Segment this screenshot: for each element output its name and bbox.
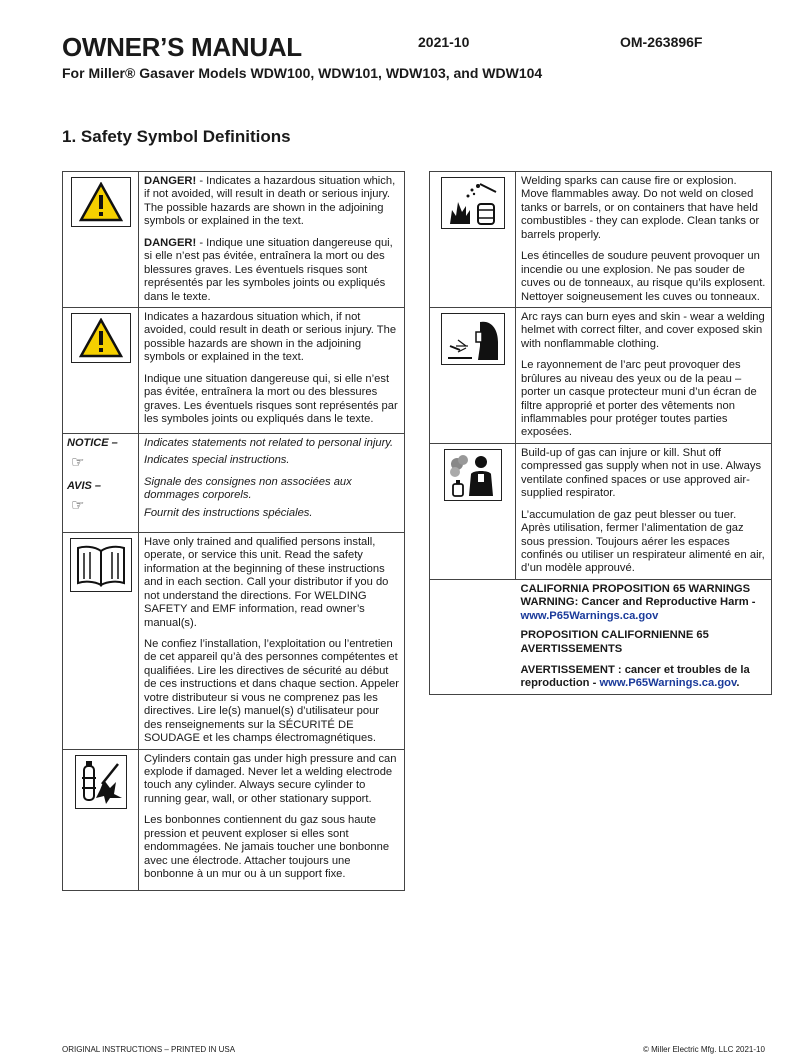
hazard-text: Indicates a hazardous situation which, if not avoided, could result in death or serious injury. The possible hazards are shown in the adjoining symbols or explained in the text.	[144, 310, 397, 364]
gas-buildup-icon	[444, 449, 502, 501]
prop65-heading-fr: PROPOSITION CALIFORNIENNE 65 AVERTISSEMENTS	[520, 629, 709, 655]
footer-copyright: © Miller Electric Mfg. LLC 2021-10	[643, 1045, 765, 1054]
hazard-warning-icon	[71, 313, 131, 363]
section-title: 1. Safety Symbol Definitions	[62, 127, 291, 146]
special-instructions-text: Indicates special instructions.	[144, 454, 290, 467]
text-cell	[516, 172, 772, 308]
table-row	[430, 307, 772, 443]
p65-warnings-link[interactable]: www.P65Warnings.ca.gov	[520, 609, 659, 622]
safety-symbols-table-left	[62, 171, 405, 891]
manual-subtitle: For Miller® Gasaver Models WDW100, WDW101, WDW103, and WDW104	[62, 65, 543, 81]
notice-text-fr: Signale des consignes non associées aux dommages corporels.	[144, 475, 352, 502]
hazard-text-fr: Indique une situation dangereuse qui, si elle n’est pas évitée, entraînera la mort ou des blessures graves. Les éventuels risques sont représentés par les symboles joints ou expliqués dans le texte.	[144, 372, 398, 425]
danger-text-fr: - Indique une situation dangereuse qui, si elle n’est pas évitée, entraînera la mort ou des blessures graves. Les éventuels risques sont représentés par les symboles joints ou expliqués dans le texte.	[144, 236, 393, 303]
table-row	[430, 172, 772, 308]
empty-icon-cell	[430, 579, 516, 694]
table-row	[430, 443, 772, 579]
icon-cell	[430, 172, 516, 308]
sparks-text-fr: Les étincelles de soudure peuvent provoquer un incendie ou une explosion. Ne pas souder de cuves ou de tonneaux, au risque qu’ils explosent. Nettoyer soigneusement les cuves ou tonneaux.	[521, 250, 766, 303]
table-row	[63, 749, 405, 890]
notice-label-cell	[63, 433, 139, 532]
welding-sparks-fire-icon	[441, 177, 505, 229]
notice-label: NOTICE –	[67, 436, 118, 449]
p65-warnings-link-fr[interactable]: www.P65Warnings.ca.gov	[599, 677, 737, 690]
safety-symbols-table-right	[429, 171, 772, 695]
text-cell	[139, 433, 405, 532]
table-row	[63, 307, 405, 433]
icon-cell	[430, 307, 516, 443]
text-cell	[516, 579, 772, 694]
special-instructions-text-fr: Fournit des instructions spéciales.	[144, 506, 313, 519]
gas-text: Build-up of gas can injure or kill. Shut off compressed gas supply when not in use. Always ventilate confined spaces or use approved air-supplied respirator.	[521, 446, 762, 500]
table-row	[63, 532, 405, 749]
text-cell	[516, 307, 772, 443]
notice-text: Indicates statements not related to personal injury.	[144, 436, 394, 449]
avis-label: AVIS –	[67, 480, 102, 493]
text-cell	[516, 443, 772, 579]
prop65-warning-fr: AVERTISSEMENT : cancer et troubles de la reproduction -	[520, 664, 750, 690]
manual-text-fr: Ne confiez l’installation, l’exploitation ou l’entretien de cet appareil qu’à des personnes compétentes et qualifiées. Lire les directives de sécurité au début de ces instructions et dans chaque section. Appeler votre distributeur si vous ne comprenez pas les directives. Lire le(s) manuel(s) d’utilisateur pour des renseignements sur la SÉCURITÉ DE SOUDAGE et les champs électromagnétiques.	[144, 638, 399, 745]
document-number: OM-263896F	[620, 34, 703, 50]
sparks-text: Welding sparks can cause fire or explosion. Move flammables away. Do not weld on closed tanks or barrels, or on containers that have held combustibles - they can explode. Clean tanks or barrels properly.	[521, 175, 760, 241]
issue-date: 2021-10	[418, 34, 470, 50]
table-row	[63, 172, 405, 308]
icon-cell	[63, 307, 139, 433]
text-cell	[139, 307, 405, 433]
text-cell	[139, 532, 405, 749]
cylinder-explosion-icon	[75, 755, 127, 809]
icon-cell	[63, 172, 139, 308]
manual-title: OWNER’S MANUAL	[62, 32, 302, 62]
cylinder-text-fr: Les bonbonnes contiennent du gaz sous haute pression et peuvent exploser si elles sont endommagées. Ne jamais toucher une bonbonne avec une électrode. Attacher toujours une bonbonne à un mur ou à un support fixe.	[144, 814, 390, 880]
danger-warning-icon	[71, 177, 131, 227]
danger-label-fr: DANGER!	[144, 236, 197, 249]
table-row	[63, 433, 405, 532]
icon-cell	[63, 749, 139, 890]
danger-text: - Indicates a hazardous situation which, if not avoided, will result in death or serious injury. The possible hazards are shown in the adjoining symbols or explained in the text.	[144, 175, 396, 228]
icon-cell	[430, 443, 516, 579]
table-row	[430, 579, 772, 694]
manual-text: Have only trained and qualified persons install, operate, or service this unit. Read the safety information at the beginning of these instructions and in each section. Call your distributor if you do not understand the directions. For WELDING SAFETY and EMF information, read owner’s manual(s).	[144, 535, 389, 629]
arc-rays-helmet-icon	[441, 313, 505, 365]
prop65-warning: WARNING: Cancer and Reproductive Harm -	[520, 596, 756, 609]
read-manual-icon	[70, 538, 132, 592]
footer-original-instructions: ORIGINAL INSTRUCTIONS – PRINTED IN USA	[62, 1045, 236, 1054]
prop65-heading: CALIFORNIA PROPOSITION 65 WARNINGS	[520, 582, 751, 595]
text-cell	[139, 749, 405, 890]
gas-text-fr: L’accumulation de gaz peut blesser ou tuer. Après utilisation, fermer l’alimentation de gaz sous pression. Toujours aérer les espaces confinés ou utiliser un respirateur alimenté en air, d’un modèle approuvé.	[521, 508, 765, 575]
cylinder-text: Cylinders contain gas under high pressure and can explode if damaged. Never let a welding electrode touch any cylinder. Always secure cylinder to running gear, wall, or other stationary support.	[144, 752, 397, 805]
arc-text: Arc rays can burn eyes and skin - wear a welding helmet with correct filter, and cover exposed skin with nonflammable clothing.	[521, 310, 765, 350]
arc-text-fr: Le rayonnement de l’arc peut provoquer des brûlures au niveau des yeux ou de la peau – porter un casque protecteur muni d’un écran de filtre approprié et porter des vêtements non inflammables pour protéger toutes parties exposées.	[521, 359, 757, 439]
danger-label: DANGER!	[144, 175, 197, 187]
pointing-hand-icon: ☞	[71, 497, 85, 515]
text-cell	[139, 172, 405, 308]
icon-cell	[63, 532, 139, 749]
prop65-period: .	[736, 677, 740, 690]
pointing-hand-icon: ☞	[71, 454, 85, 472]
